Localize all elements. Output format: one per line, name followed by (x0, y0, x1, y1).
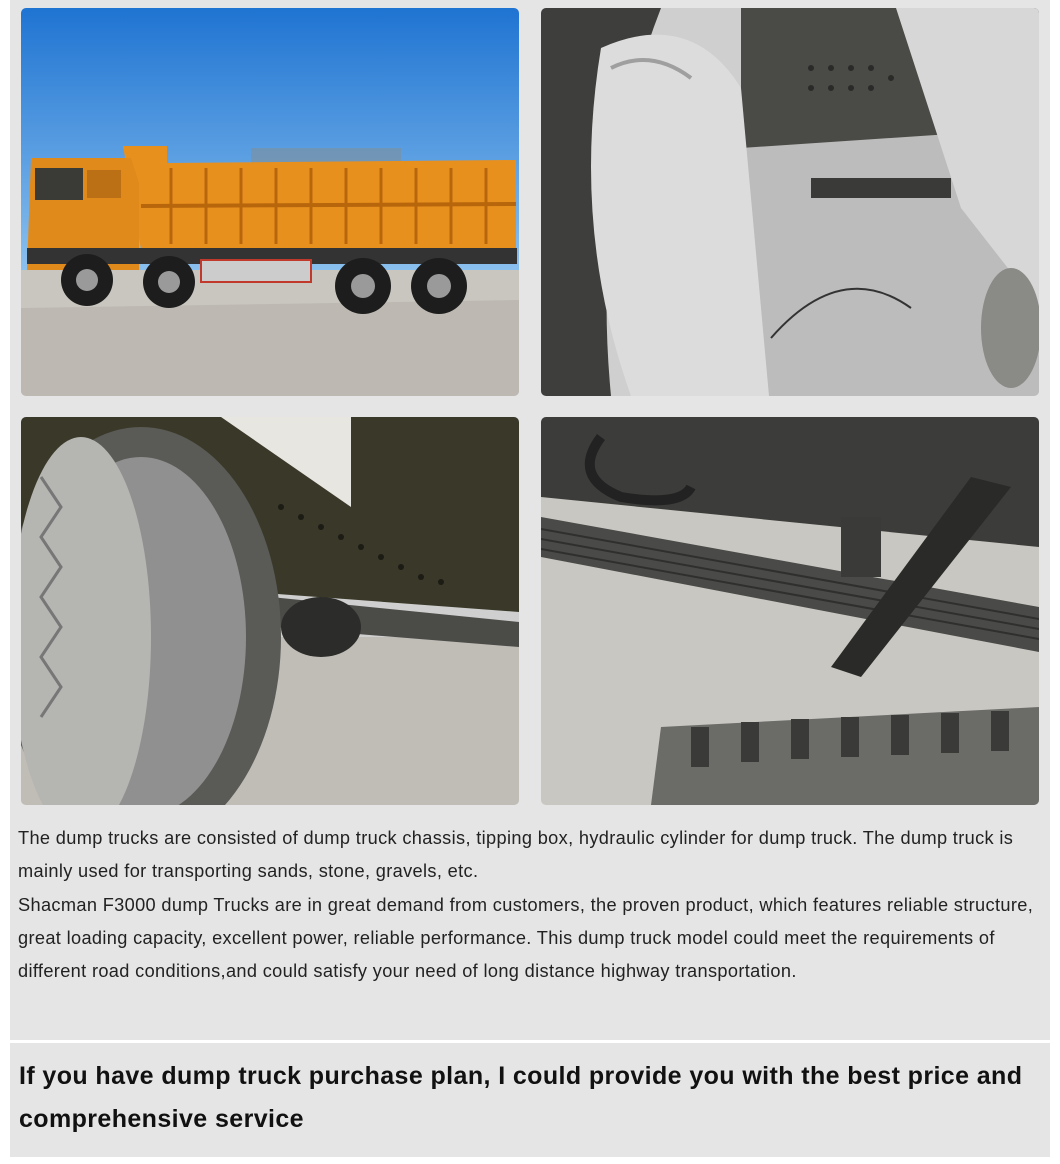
tire-underside-photo (21, 417, 519, 805)
product-description (18, 822, 1048, 988)
fender-suspension-photo (541, 8, 1039, 396)
leaf-spring-photo (541, 417, 1039, 805)
call-to-action-text: If you have dump truck purchase plan, I could provide you with the best price and comprehensive service (19, 1062, 1023, 1133)
description-paragraph-2: Shacman F3000 dump Trucks are in great demand from customers, the proven product, which features reliable structure, great loading capacity, excellent power, reliable performance. This dump truck model could meet the requirements of different road conditions,and could satisfy your need of long distance highway transportation. (18, 894, 1034, 982)
truck-side-photo (21, 8, 519, 396)
description-paragraph-1: The dump trucks are consisted of dump truck chassis, tipping box, hydraulic cylinder for dump truck. The dump truck is mainly used for transporting sands, stone, gravels, etc. (18, 828, 1014, 882)
call-to-action-banner (10, 1043, 1050, 1157)
